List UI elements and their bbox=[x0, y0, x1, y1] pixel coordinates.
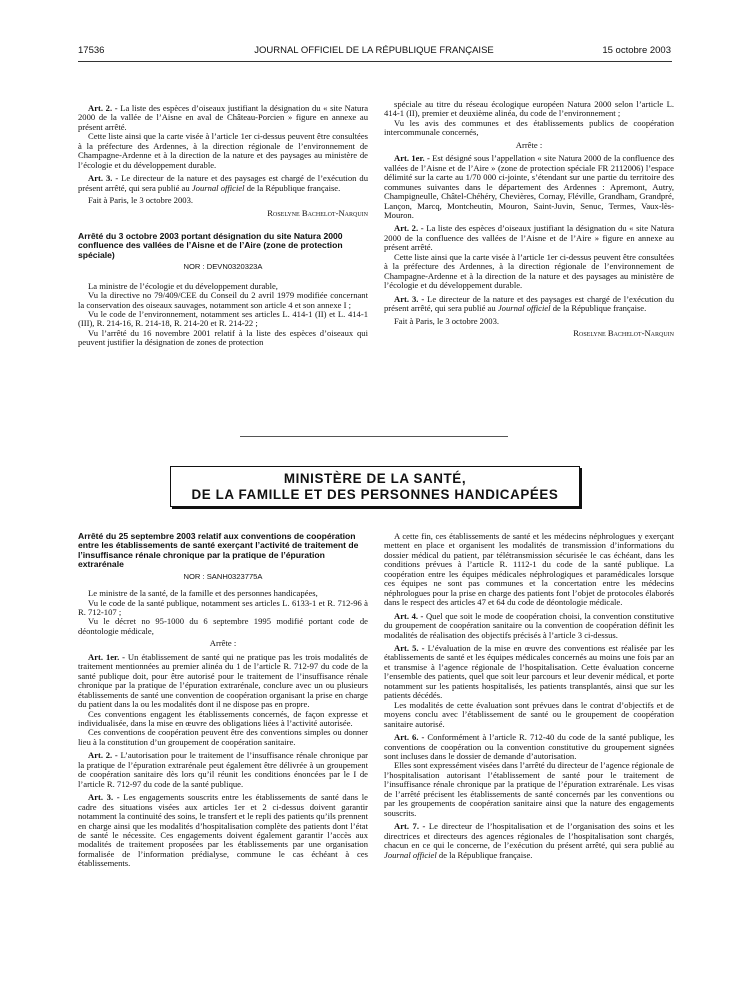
ministry-line-2: DE LA FAMILLE ET DES PERSONNES HANDICAPÉES bbox=[191, 486, 559, 502]
article-text: Le directeur de la nature et des paysages est chargé de l’exécution du présent arrêté, qui sera publié au bbox=[78, 173, 368, 193]
issue-date: 15 octobre 2003 bbox=[602, 45, 671, 56]
article-text: Conformément à l’article R. 712-40 du code de la santé publique, les conventions de coopération ou la convention constitutive du groupement signées sont incluses dans le dossier de demande d’autorisation. bbox=[384, 732, 675, 761]
article-number: Art. 3. - bbox=[88, 792, 120, 803]
signature: Roselyne Bachelot-Narquin bbox=[267, 207, 368, 218]
left-column-lower bbox=[78, 532, 368, 869]
paragraph bbox=[78, 132, 368, 170]
article-text: Elles sont expressément visées dans l’arrêté du directeur de l’agence régionale de l’hospitalisation autorisant l’établissement de santé pour le traitement de l’insuffisance rénale chronique par la pratique de l’épuration extrarénale. Les visas de l’arrêté précisent les établissements de santé concernés par les conventions ou par les groupements de coopération sanitaire ainsi que la nature des engagements souscrits. bbox=[384, 760, 674, 818]
article-number: Art. 1er. - bbox=[88, 651, 125, 662]
decree-title: Arrêté du 25 septembre 2003 relatif aux conventions de coopération entre les établissements de santé exerçant l’activité de traitement de l’insuffisance rénale chronique par la pratique de l’épuration extrarénale bbox=[78, 531, 359, 570]
article-number: Art. 4. - bbox=[394, 610, 424, 621]
article-text: Quel que soit le mode de coopération choisi, la convention constitutive du groupement de coopération sanitaire ou la convention de coopération définit les modalités de réalisation des objectifs précisés à l’article 3 ci-dessus. bbox=[384, 610, 674, 640]
article-text: Est désigné sous l’appellation « site Natura 2000 de la confluence des vallées de l’Aisne et de l’Aire » (zone de protection spéciale FR 2112006) l’espace délimité sur la carte au 1/70 000 ci-jointe, s’étendant sur une partie du territoire des communes suivantes dans le département des Ardennes : Apremont, Autry, Champigneulle, Châtel-Chéhéry, Chevières, Cornay, Fléville, Grandham, Grandpré, Lançon, Marcq, Montcheutin, Mouron, Saint-Juvin, Senuc, Termes, Vaux-lès-Mouron. bbox=[384, 153, 674, 220]
article-text-end: de la République française. bbox=[244, 182, 341, 193]
article-number: Art. 2. - bbox=[88, 103, 118, 113]
paragraph bbox=[384, 532, 674, 608]
article-text: Cette liste ainsi que la carte visée à l’article 1er ci-dessus peuvent être consultées à la préfecture des Ardennes, à la direction régionale de l’environnement de Champagne-Ardenne et à la direction de la nature et des paysages au ministère de l’écologie et du développement durable. bbox=[384, 251, 674, 291]
visa-list bbox=[78, 282, 368, 348]
article-text: Les engagements souscrits entre les établissements de santé dans le cadre des situations visées aux articles 1er et 2 ci-dessus doivent garantir notamment la continuité des soins, le transfert et le repli des patients qu’ils prennent en charge ainsi que les modalités d’hospitalisation complète des patients dont l’état de santé le nécessite. Ces engagements doivent également garantir l’accès aux modalités de traitement proposées par les établissements par une organisation formalisée de l’information prédialyse, commune le cas échéant à ces établissements. bbox=[78, 792, 368, 869]
article-text: L’évaluation de la mise en œuvre des conventions est réalisée par les établissements de santé et les équipes médicales concernés au moins une fois par an et transmise à l’agence régionale de l’hospitalisation. Cette évaluation concerne l’ensemble des patients, quel que soit leur parcours et leur devenir médical, et porte notamment sur les patients hospitalisés, les patients transplantés, ainsi que sur les patients décédés. bbox=[384, 642, 674, 701]
paragraph bbox=[78, 710, 368, 729]
visa-paragraph: Vu la directive no 79/409/CEE du Conseil du 2 avril 1979 modifiée concernant la conservation des oiseaux sauvages, notamment son article 4 et son annexe I ; bbox=[78, 290, 368, 310]
right-column-top bbox=[384, 100, 674, 338]
article-list bbox=[384, 532, 674, 860]
article-text-end: de la République française. bbox=[436, 849, 533, 860]
article-text-end: de la République française. bbox=[550, 303, 647, 314]
visa-list bbox=[384, 100, 674, 138]
decree-title: Arrêté du 3 octobre 2003 portant désignation du site Natura 2000 confluence des vallées de l’Aisne et de l’Aire (zone de protection spéciale) bbox=[78, 230, 343, 260]
signing-date: Fait à Paris, le 3 octobre 2003. bbox=[394, 315, 500, 326]
article-text: Le directeur de la nature et des paysages est chargé de l’exécution du présent arrêté, qui sera publié au bbox=[384, 293, 674, 314]
visa-paragraph: Vu les avis des communes et des établissements publics de coopération intercommunale concernés, bbox=[384, 117, 674, 138]
nor-reference: NOR : SANH0323775A bbox=[183, 571, 263, 581]
article-paragraph bbox=[78, 104, 368, 132]
article-text: Les modalités de cette évaluation sont prévues dans le contrat d’objectifs et de moyens conclu avec l’établissement de santé ou le groupement de coopération sanitaire autorisé. bbox=[384, 699, 674, 729]
article-paragraph bbox=[78, 793, 368, 869]
article-paragraph bbox=[384, 822, 674, 860]
visa-paragraph: spéciale au titre du réseau écologique européen Natura 2000 selon l’article L. 414-1 (II), premier et deuxième alinéa, du code de l’environnement ; bbox=[384, 99, 674, 119]
paragraph bbox=[78, 599, 368, 618]
article-text: La liste des espèces d’oiseaux justifiant la désignation du « site Natura 2000 de la vallée de l’Aisne en aval de Château-Porcien » figure en annexe au présent arrêté. bbox=[78, 103, 369, 132]
article-number: Art. 2. - bbox=[88, 750, 118, 761]
article-text: Ces conventions engagent les établissements concernés, de façon expresse et individualisée, dans la mise en œuvre des obligations liées à l’activité autorisée. bbox=[78, 708, 368, 728]
article-paragraph bbox=[384, 295, 674, 314]
article-paragraph bbox=[384, 644, 674, 701]
article-paragraph bbox=[78, 174, 368, 193]
article-number: Art. 1er. - bbox=[394, 153, 430, 164]
article-number: Art. 7. - bbox=[394, 821, 426, 832]
article-text: Vu le code de la santé publique, notamment ses articles L. 6133-1 et R. 712-96 à R. 712-107 ; bbox=[78, 597, 368, 617]
signature: Roselyne Bachelot-Narquin bbox=[573, 327, 674, 338]
paragraph bbox=[384, 761, 674, 818]
paragraph bbox=[78, 617, 368, 636]
article-paragraph bbox=[384, 224, 674, 252]
paragraph bbox=[78, 728, 368, 747]
journal-title: JOURNAL OFFICIEL DE LA RÉPUBLIQUE FRANÇAISE bbox=[254, 45, 494, 56]
article-text: Un établissement de santé qui ne pratique pas les trois modalités de traitement mentionnées au premier alinéa du 1 de l’article R. 712-97 du code de la santé publique doit, pour être autorisé pour le traitement de l’insuffisance rénale chronique par la pratique de l’épuration extrarénale, conclure avec un ou plusieurs établissements de santé une convention de coopération organisant la prise en charge du patient dans la ou les modalités dont il ne dispose pas en propre. bbox=[78, 651, 368, 710]
article-number: Art. 3. - bbox=[88, 173, 119, 184]
article-text: L’autorisation pour le traitement de l’insuffisance rénale chronique par la pratique de l’épuration extrarénale peut également être délivrée à un groupement de coopération sanitaire dès lors qu’il réunit les conditions énoncées par le I de l’article R. 712-97 du code de la santé publique. bbox=[78, 750, 368, 789]
header-rule bbox=[78, 61, 672, 62]
article-text: Vu le décret no 95-1000 du 6 septembre 1995 modifié portant code de déontologie médicale, bbox=[78, 616, 368, 636]
nor-reference: NOR : DEVN0320323A bbox=[183, 262, 263, 272]
article-text: Cette liste ainsi que la carte visée à l’article 1er ci-dessus peuvent être consultées à la préfecture des Ardennes, à la direction régionale de l’environnement de Champagne-Ardenne et à la direction de la nature et des paysages au ministère de l’écologie et du développement durable. bbox=[78, 131, 368, 170]
article-list bbox=[78, 104, 368, 193]
signing-date: Fait à Paris, le 3 octobre 2003. bbox=[88, 195, 194, 206]
article-paragraph bbox=[384, 612, 674, 640]
section-divider bbox=[240, 436, 508, 437]
article-number: Art. 3. - bbox=[394, 293, 425, 304]
arrete-heading: Arrête : bbox=[515, 139, 543, 150]
paragraph bbox=[384, 701, 674, 729]
journal-name: Journal officiel bbox=[384, 849, 437, 860]
article-paragraph bbox=[78, 653, 368, 710]
article-paragraph bbox=[78, 751, 368, 789]
article-paragraph bbox=[384, 733, 674, 761]
article-number: Art. 6. - bbox=[394, 732, 425, 743]
journal-name: Journal officiel bbox=[191, 182, 245, 193]
article-text: La liste des espèces d’oiseaux justifiant la désignation du « site Natura 2000 de la confluence des vallées de l’Aisne et de l’Aire » figure en annexe au présent arrêté. bbox=[384, 223, 675, 253]
article-text: Le ministre de la santé, de la famille et des personnes handicapées, bbox=[88, 588, 318, 599]
ministry-line-1: MINISTÈRE DE LA SANTÉ, bbox=[283, 471, 467, 486]
left-column-top bbox=[78, 100, 368, 348]
visa-paragraph: La ministre de l’écologie et du développement durable, bbox=[88, 280, 278, 291]
visa-paragraph: Vu l’arrêté du 16 novembre 2001 relatif à la liste des espèces d’oiseaux qui peuvent justifier la désignation de zones de protection bbox=[78, 327, 368, 348]
article-text: A cette fin, ces établissements de santé et les médecins néphrologues y exerçant mettent en place et organisent les modalités de transmission d’informations du dossier médical du patient, par télétransmission sécurisée le cas échéant, dans les conditions prévues à l’article R. 1112-1 du code de la santé publique. La coopération entre les équipes médicales néphrologiques et paramédicales lorsque ces équipes ne sont pas communes et la concertation entre les médecins néphrologues pour la prise en charge des patients font l’objet de protocoles élaborés dans le respect des articles 47 et 64 du code de déontologie médicale. bbox=[384, 531, 674, 608]
paragraph bbox=[384, 253, 674, 291]
article-number: Art. 2. - bbox=[394, 223, 424, 234]
arrete-heading: Arrête : bbox=[209, 638, 237, 649]
article-text: Ces conventions de coopération peuvent être des conventions simples ou donner lieu à la constitution d’un groupement de coopération sanitaire. bbox=[78, 727, 368, 747]
article-list bbox=[384, 154, 674, 313]
article-text: Le directeur de l’hospitalisation et de l’organisation des soins et les directrices et directeurs des agences régionales de l’hospitalisation sont chargés, chacun en ce qui le concerne, de l’exécution du présent arrêté, qui sera publié au bbox=[384, 821, 674, 851]
article-number: Art. 5. - bbox=[394, 642, 425, 653]
ministry-heading-box bbox=[170, 466, 580, 507]
right-column-lower bbox=[384, 532, 674, 860]
visa-paragraph: Vu le code de l’environnement, notamment ses articles L. 414-1 (II) et L. 414-1 (III), R. 214-16, R. 214-18, R. 214-20 et R. 214-22 ; bbox=[78, 309, 368, 329]
page-number: 17536 bbox=[78, 45, 105, 56]
article-paragraph bbox=[384, 154, 674, 220]
journal-name: Journal officiel bbox=[497, 303, 551, 314]
article-list bbox=[78, 589, 368, 869]
